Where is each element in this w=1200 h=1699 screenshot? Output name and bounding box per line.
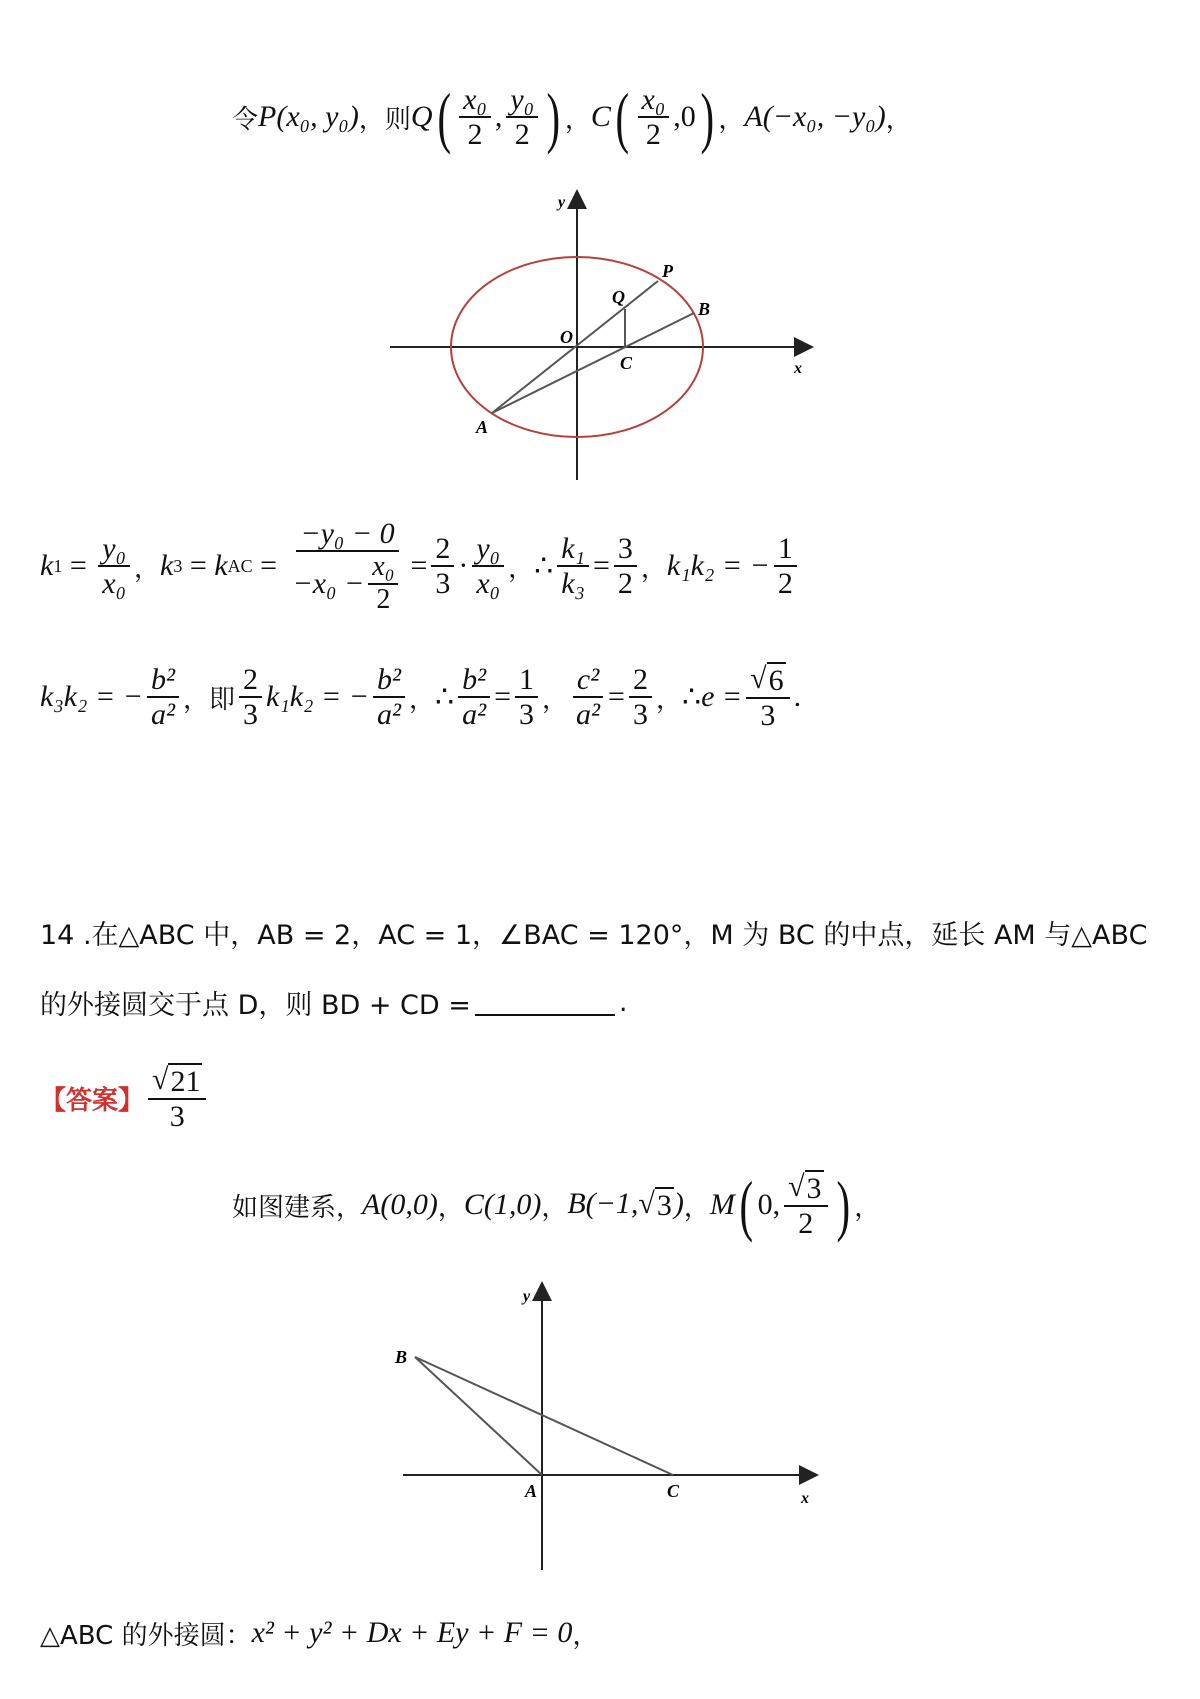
answer-tag: 【答案】 (40, 1085, 145, 1116)
axis-x-label: x (794, 360, 802, 377)
k-ratio-frac: $\frac{\text{k₁}}{\text{k₃}}$ (557, 532, 589, 600)
axis-y-label-2: y (523, 1288, 531, 1305)
k1-frac: $\frac{\text{y₀}}{\text{x₀}}$ (98, 532, 130, 600)
b2-a2-frac-1: $\frac{\text{b²}}{\text{a²}}$ (147, 663, 179, 731)
two-thirds-frac-2: $\frac{2}{3}$ (239, 663, 262, 731)
eccentricity-frac: √ 6 3 (746, 662, 789, 732)
two-thirds-frac: $\frac{2}{3}$ (431, 532, 454, 600)
b2-a2-frac-3: $\frac{\text{b²}}{\text{a²}}$ (458, 663, 490, 731)
intro-line: 令 P(x₀, y₀) ，则 Q ( $\frac{\text{x₀}}{2}$ , $\frac{\text{y₀}}{2}$ ) ， C ( $\frac{\text{x₀}}{2}$ , 0 ) ， A(−x₀, −y₀) ， (232, 79, 912, 155)
problem-14-text-b: 的外接圆交于点 D，则 BD + CD = (40, 989, 471, 1021)
point-q-label: Q (410, 100, 433, 133)
q-x-frac: $\frac{\text{x₀}}{2}$ (459, 83, 491, 151)
label-b-2: B (395, 1347, 408, 1367)
intro-lead: 令 (232, 104, 259, 135)
label-a: A (476, 417, 489, 437)
coord-a: A(0,0) (362, 1188, 438, 1221)
point-c-label: C (590, 100, 611, 133)
label-c: C (620, 353, 633, 373)
point-p: P(x₀, y₀) (258, 100, 359, 133)
coord-c: C(1,0) (463, 1188, 542, 1221)
coord-m-label: M (709, 1188, 735, 1221)
problem-14-line-2: 的外接圆交于点 D，则 BD + CD = . (40, 982, 628, 1022)
q-y-frac: $\frac{\text{y₀}}{2}$ (506, 83, 538, 151)
answer-line (40, 1058, 210, 1138)
circle-text: △ABC 的外接圆： (40, 1620, 252, 1651)
point-a: A(−x₀, −y₀) (744, 100, 886, 133)
neg-half-frac: $\frac{1}{2}$ (774, 532, 797, 600)
label-a-2: A (525, 1481, 538, 1501)
label-c-2: C (667, 1481, 680, 1501)
answer-frac: √ 21 3 (148, 1063, 206, 1133)
c-x-frac: $\frac{\text{x₀}}{2}$ (638, 83, 670, 151)
solution-line: 如图建系， A(0,0) ， C(1,0) ， B(−1, √ 3 ) ， M ( 0, √ 3 2 ) ， (232, 1167, 881, 1243)
figure-ellipse (380, 185, 820, 485)
problem-14-line-1 (40, 912, 1147, 952)
paren-close: ) (546, 79, 561, 155)
circle-line: △ABC 的外接圆： x² + y² + Dx + Ey + F = 0 ， (40, 1616, 599, 1651)
circle-equation: x² + y² + Dx + Ey + F = 0 (251, 1616, 573, 1649)
formula-line-2: k₃k₂ = − $\frac{\text{b²}}{\text{a²}}$ ，即 $\frac{2}{3}$ k₁k₂ = − $\frac{\text{b²}}{\text{a²}}$ ， ∴ $\frac{\text{b²}}{\text{a²}}$ = $\frac{1}{3}$ ， $\frac{\text{c²}}{\text{a²}}$ = $\frac{2}{3}$ ， ∴ e = √ 6 3 . (40, 662, 802, 732)
segment-ab (492, 313, 694, 413)
problem-14-text-a: 14 .在△ABC 中，AB = 2，AC = 1，∠BAC = 120°，M 为 BC 的中点，延长 AM 与△ABC (40, 919, 1148, 951)
paren-open: ( (437, 79, 451, 155)
two-thirds-frac-3: $\frac{2}{3}$ (629, 663, 652, 731)
three-halves-frac: $\frac{3}{2}$ (614, 532, 637, 600)
axis-x-label-2: x (801, 1490, 809, 1507)
figure-triangle (385, 1275, 825, 1575)
b2-a2-frac-2: $\frac{\text{b²}}{\text{a²}}$ (373, 663, 405, 731)
yx-frac: $\frac{\text{y₀}}{\text{x₀}}$ (472, 532, 504, 600)
segment-bc (415, 1357, 673, 1475)
label-p: P (662, 261, 673, 281)
m-y-frac: √ 3 2 (784, 1170, 827, 1240)
label-o: O (560, 327, 573, 347)
answer-blank (475, 988, 615, 1016)
label-b: B (698, 299, 711, 319)
label-q: Q (612, 287, 625, 307)
segment-ba (415, 1357, 542, 1475)
slope-frac: −y₀ − 0 −x₀ − $\frac{\text{x₀}}{2}$ (289, 517, 407, 616)
axis-y-label: y (558, 194, 566, 211)
one-third-frac: $\frac{1}{3}$ (515, 663, 538, 731)
coord-b: B(−1, √ 3 ) (567, 1187, 684, 1222)
formula-line-1: k 1 = $\frac{\text{y₀}}{\text{x₀}}$ ， k 3 = k AC = −y₀ − 0 −x₀ − $\frac{\text{x₀}}{2}$ = $\frac{2}{3}$ · $\frac{\text{y₀}}{\text{x₀}}$ ， ∴ $\frac{\text{k₁}}{\text{k₃}}$ = $\frac{3}{2}$ ， k₁k₂ = − $\frac{1}{2}$ (40, 506, 801, 626)
c2-a2-frac: $\frac{\text{c²}}{\text{a²}}$ (572, 663, 604, 731)
intro-ze: ，则 (358, 104, 411, 135)
